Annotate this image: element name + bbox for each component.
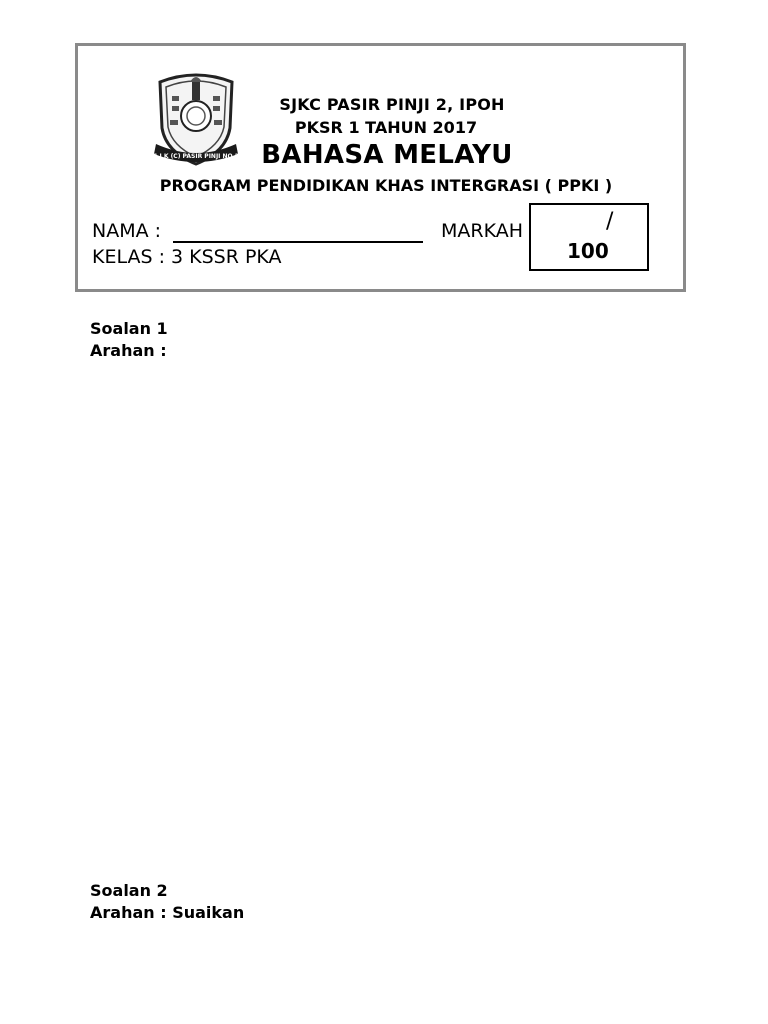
question-1-title: Soalan 1 [90,319,168,338]
nama-input-line[interactable] [173,241,423,243]
score-slash: / [606,209,614,234]
question-2-title: Soalan 2 [90,881,168,900]
header-box [75,43,686,292]
question-1-instruction: Arahan : [90,341,167,360]
kelas-label: KELAS : 3 KSSR PKA [92,246,282,268]
nama-label: NAMA : [92,220,162,242]
subject-title: BAHASA MELAYU [261,140,513,170]
markah-label: MARKAH [441,220,524,242]
score-total: 100 [567,239,609,263]
school-name: SJKC PASIR PINJI 2, IPOH [279,95,505,114]
program-name: PROGRAM PENDIDIKAN KHAS INTERGRASI ( PPKI ) [159,176,613,195]
score-box[interactable] [529,203,649,271]
question-2-instruction: Arahan : Suaikan [90,903,245,922]
exam-name: PKSR 1 TAHUN 2017 [294,118,478,137]
svg-text:S J K (C) PASIR PINJI NO 2: S J K (C) PASIR PINJI NO 2 [153,153,239,160]
